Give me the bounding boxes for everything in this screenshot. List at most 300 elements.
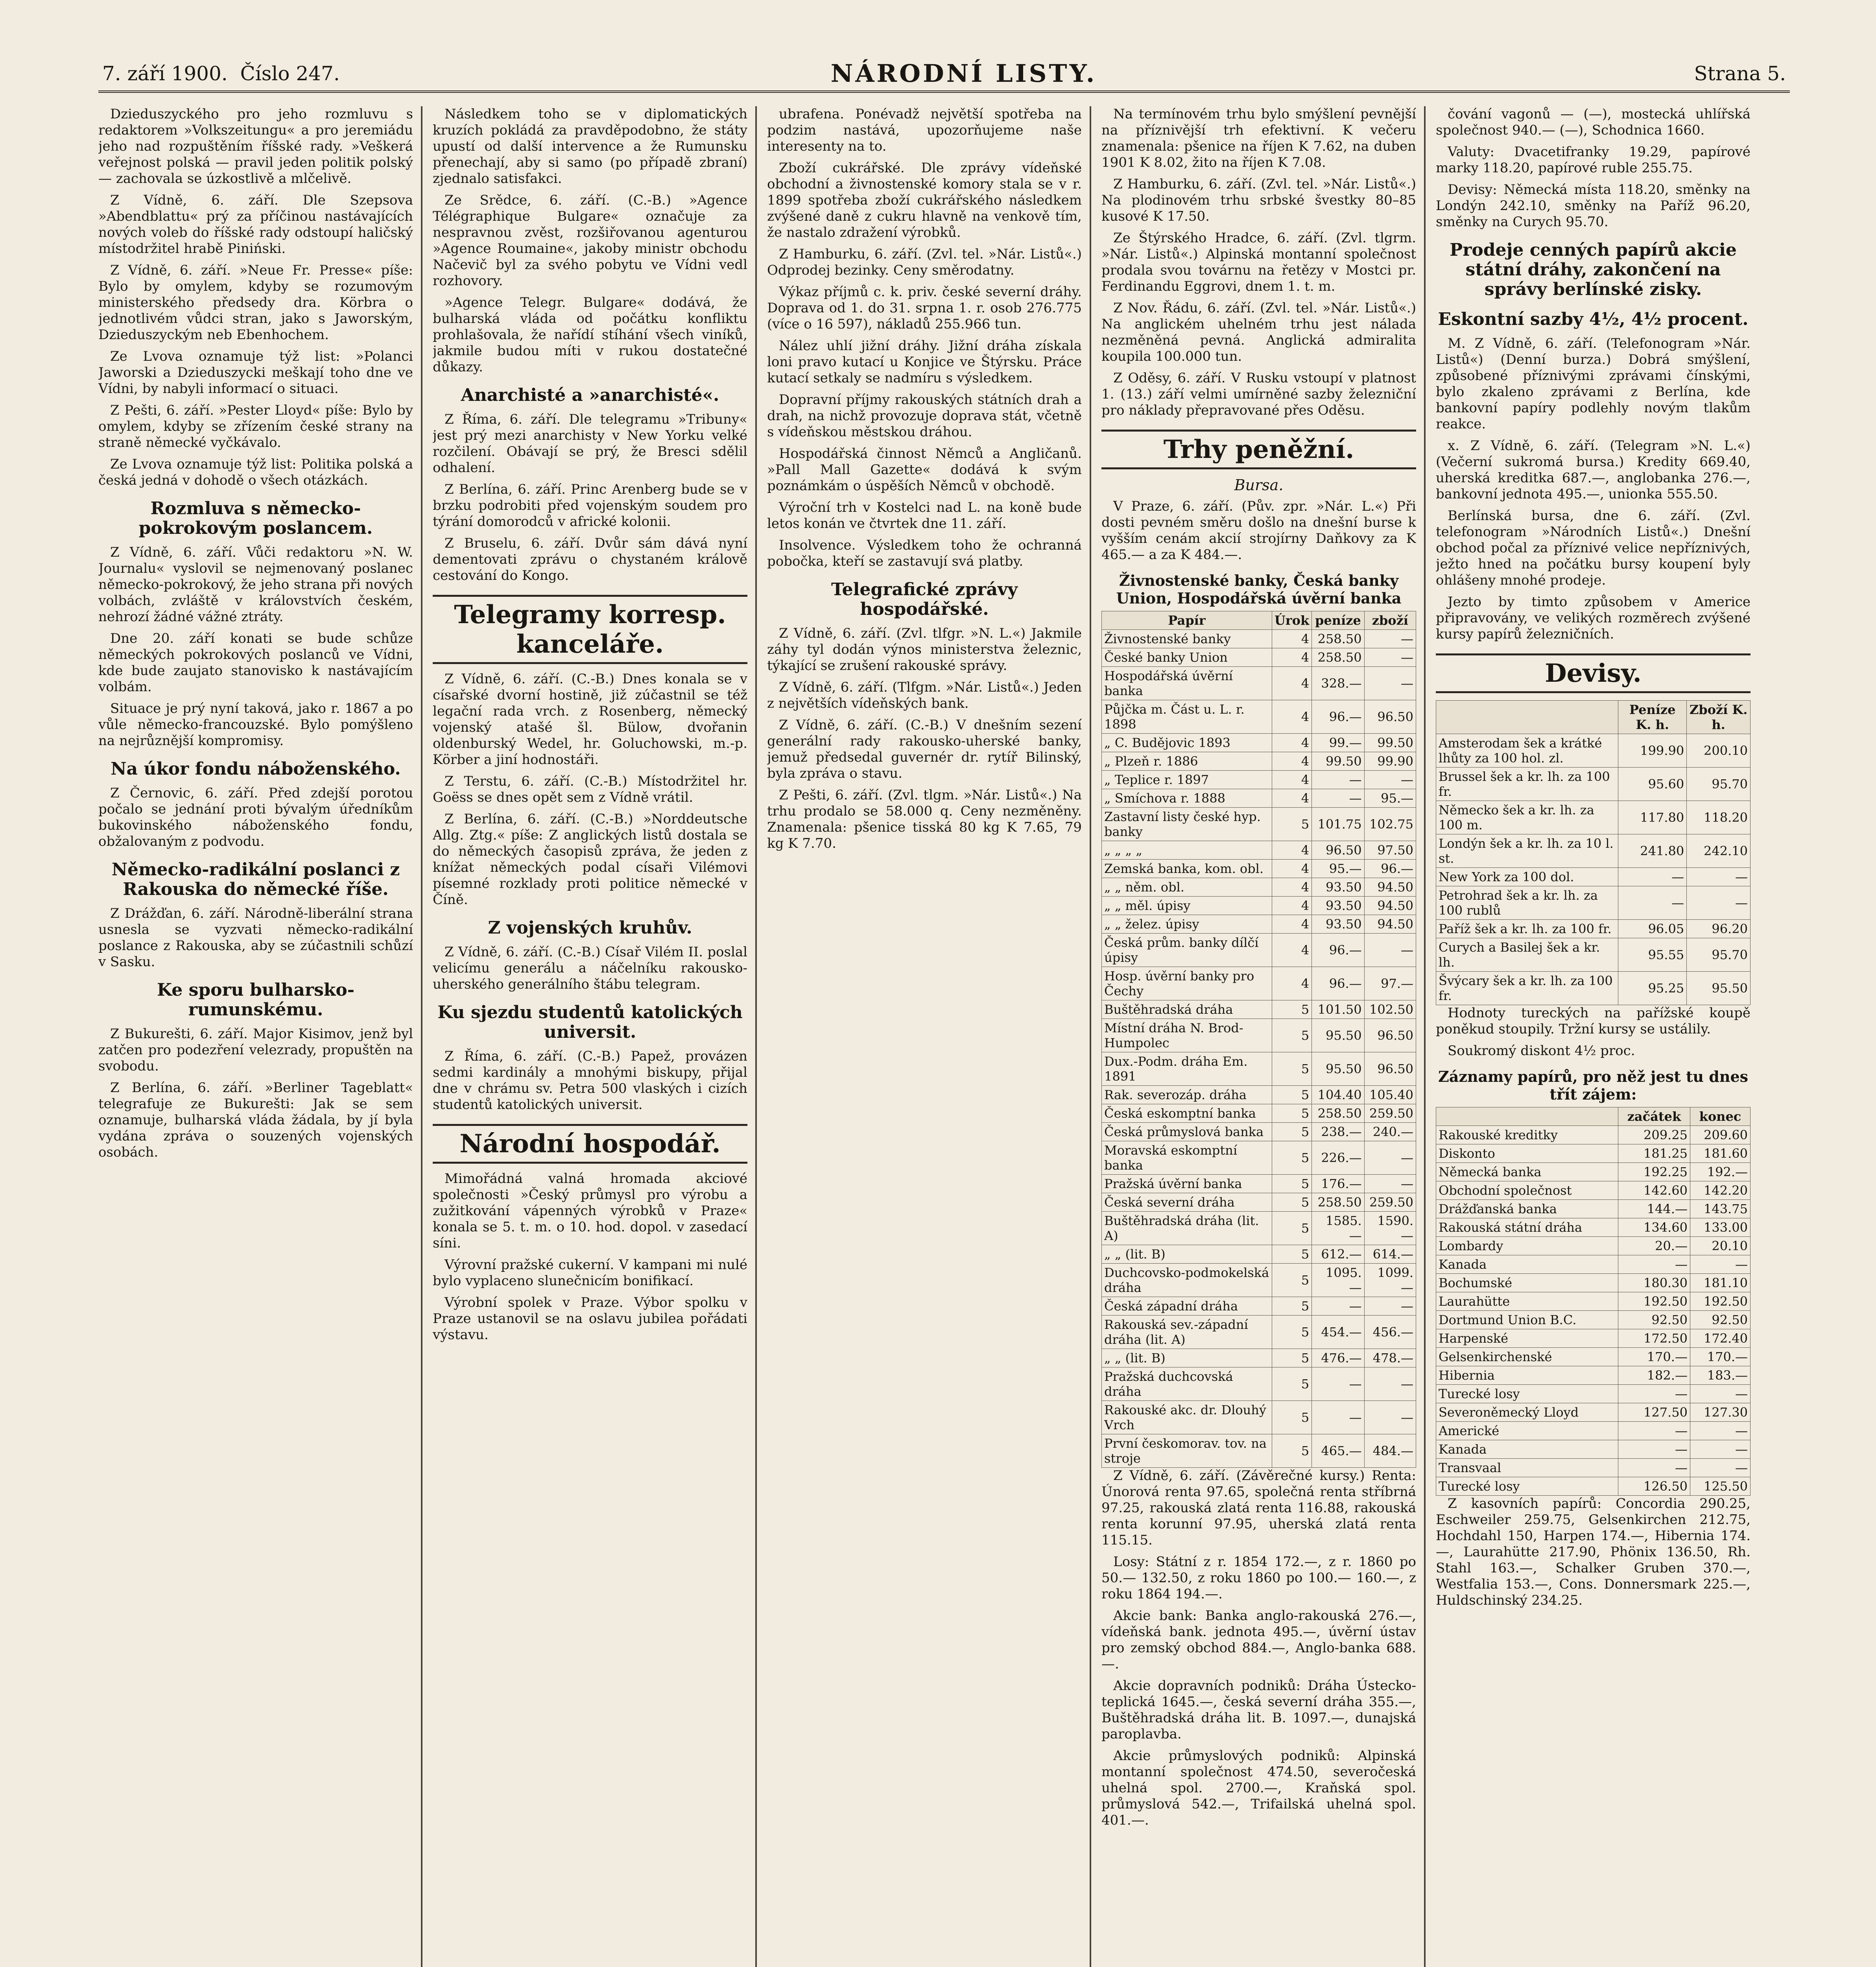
- table-cell: 240.—: [1364, 1123, 1416, 1141]
- table-header-cell: Papír: [1102, 611, 1272, 630]
- section-heading: Na úkor fondu náboženského.: [111, 759, 401, 779]
- column-4: [1101, 106, 1416, 1967]
- table-cell: 209.25: [1618, 1126, 1690, 1144]
- table-cell: 192.50: [1618, 1292, 1690, 1311]
- paragraph: Berlínská bursa, dne 6. září. (Zvl. telefonogram »Národních Listů«.) Dnešní obchod počal za příznivé velice nepříznivých, ježto hned na počátku bursy koupení byly ohlášeny mnohé prodeje.: [1436, 508, 1751, 588]
- table-row: [1436, 1292, 1751, 1311]
- table-cell: Hospodářská úvěrní banka: [1102, 667, 1272, 700]
- table-cell: 4: [1272, 771, 1312, 789]
- header-date: 7. září 1900. Číslo 247.: [102, 62, 340, 85]
- table-cell: 142.60: [1618, 1181, 1690, 1200]
- table-row: [1436, 1366, 1751, 1385]
- table-cell: 181.10: [1690, 1274, 1750, 1292]
- securities-table: [1101, 611, 1416, 1468]
- table-cell: 614.—: [1364, 1245, 1416, 1264]
- table-row: [1436, 1385, 1751, 1403]
- paragraph: čování vagonů — (—), mostecká uhlířská společnost 940.— (—), Schodnica 1660.: [1436, 106, 1751, 138]
- table-cell: 96.50: [1364, 1052, 1416, 1086]
- paragraph: Z Berlína, 6. září. Princ Arenberg bude se v brzku podrobiti před vojenským soudem pro týrání domorodců v africké kolonii.: [433, 482, 747, 530]
- table-cell: 5: [1272, 1104, 1312, 1123]
- table-cell: 93.50: [1312, 915, 1364, 934]
- table-cell: 4: [1272, 700, 1312, 734]
- table-cell: Rakouská státní dráha: [1436, 1218, 1618, 1237]
- table-cell: 118.20: [1687, 801, 1751, 834]
- section-heading-large: Devisy.: [1436, 653, 1751, 693]
- table-cell: Americké: [1436, 1422, 1618, 1440]
- table-row: [1102, 789, 1416, 808]
- table-row: [1102, 1104, 1416, 1123]
- table-cell: „ „ (lit. B): [1102, 1349, 1272, 1367]
- table-cell: Curych a Basilej šek a kr. lh.: [1436, 938, 1618, 972]
- table-cell: 99.50: [1364, 734, 1416, 752]
- section-heading: Rozmluva s německo-pokrokovým poslancem.: [138, 498, 373, 538]
- table-row: [1436, 834, 1751, 868]
- table-cell: Švýcary šek a kr. lh. za 100 fr.: [1436, 972, 1618, 1005]
- table-cell: 192.25: [1618, 1163, 1690, 1181]
- prices-table-body: [1436, 1126, 1751, 1496]
- paragraph: ubrafena. Ponévadž největší spotřeba na podzim nastává, upozorňujeme naše interesenty na to.: [767, 106, 1082, 154]
- table-cell: Místní dráha N. Brod-Humpolec: [1102, 1019, 1272, 1052]
- table-row: [1102, 915, 1416, 934]
- table-row: [1436, 972, 1751, 1005]
- table-cell: 4: [1272, 648, 1312, 667]
- table-row: [1102, 1367, 1416, 1401]
- paragraph: V Praze, 6. září. (Pův. zpr. »Nár. L.«) Při dosti pevném směru došlo na dnešní burse k vyšším cenám akcií strojírny Daňkovy za K 465.— a za K 484.—.: [1101, 498, 1416, 563]
- paragraph: Akcie dopravních podniků: Dráha Ústecko-teplická 1645.—, česká severní dráha 355.—, Buštěhradská dráha lit. B. 1097.—, dunajská paroplavba.: [1101, 1678, 1416, 1742]
- table-row: [1102, 1175, 1416, 1193]
- paragraph: Zboží cukrářské. Dle zprávy vídeňské obchodní a živnostenské komory stala se v r. 1899 spotřeba zboží cukrářského následkem zvýšené daně z cukru hlavně na venkově tím, že nastalo zdražení výrobků.: [767, 160, 1082, 240]
- table-cell: 95.50: [1687, 972, 1751, 1005]
- table-cell: 93.50: [1312, 897, 1364, 915]
- table-cell: 96.50: [1364, 1019, 1416, 1052]
- table-cell: 4: [1272, 915, 1312, 934]
- table-cell: —: [1364, 1297, 1416, 1316]
- table-cell: 170.—: [1690, 1348, 1750, 1366]
- paragraph: Insolvence. Výsledkem toho že ochranná pobočka, kteří se zastavují svá platby.: [767, 537, 1082, 569]
- table-cell: —: [1690, 1385, 1750, 1403]
- paragraph: Z Vídně, 6. září. Vůči redaktoru »N. W. Journalu« vyslovil se nejmenovaný poslanec německo-pokrokový, že jeho strana při nových volbách, zvláště v královstvích českém, nehrozí žádné vážné ztráty.: [98, 544, 413, 625]
- table-row: [1436, 1218, 1751, 1237]
- table-cell: 4: [1272, 860, 1312, 878]
- table-cell: —: [1618, 1255, 1690, 1274]
- table-cell: 176.—: [1312, 1175, 1364, 1193]
- table-cell: 181.60: [1690, 1144, 1750, 1163]
- paragraph: Dopravní příjmy rakouských státních drah a drah, na nichž provozuje doprava stát, včetně s vídeňskou městskou dráhou.: [767, 392, 1082, 440]
- section-heading: Anarchisté a »anarchisté«.: [461, 385, 719, 405]
- table-row: [1102, 1052, 1416, 1086]
- table-cell: —: [1312, 1401, 1364, 1434]
- paragraph: Mimořádná valná hromada akciové společnosti »Český průmysl pro výrobu a zužitkování vápenných výrobků v Praze« konala se 5. t. m. o 10. hod. dopol. v zasedací síni.: [433, 1171, 747, 1251]
- table-cell: Diskonto: [1436, 1144, 1618, 1163]
- paragraph: Akcie průmyslových podniků: Alpinská montanní společnost 474.50, severočeská uhelná spol. 2700.—, Kraňská spol. průmyslová 542.—, Trifailská uhelná spol. 401.—.: [1101, 1748, 1416, 1828]
- section-heading: Telegrafické zprávy hospodářské.: [831, 579, 1018, 619]
- table-cell: 127.30: [1690, 1403, 1750, 1422]
- paragraph: Výrobní spolek v Praze. Výbor spolku v Praze ustanovil se na oslavu jubilea pořádati výstavu.: [433, 1295, 747, 1343]
- table-cell: 96.—: [1312, 934, 1364, 967]
- table-header-row: [1102, 611, 1416, 630]
- table-cell: 20.10: [1690, 1237, 1750, 1255]
- table-cell: „ „ měl. úpisy: [1102, 897, 1272, 915]
- table-cell: „ „ (lit. B): [1102, 1245, 1272, 1264]
- section-heading: Z vojenských kruhův.: [488, 918, 692, 938]
- table-header-cell: konec: [1690, 1107, 1750, 1126]
- section-heading-large: Telegramy korresp. kanceláře.: [433, 595, 747, 664]
- table-cell: —: [1618, 1459, 1690, 1477]
- paragraph: Z Vídně, 6. září. (Tlfgm. »Nár. Listů«.) Jeden z největších vídeňských bank.: [767, 679, 1082, 711]
- paragraph: Z Bukurešti, 6. září. Major Kisimov, jenž byl zatčen pro podezření velezrady, propuštěn na svobodu.: [98, 1026, 413, 1074]
- paragraph: Z Berlína, 6. září. (C.-B.) »Norddeutsche Allg. Ztg.« píše: Z anglických listů dostala se do německých časopisů zpráva, že jeden z knížat německých podal císaři Vilémovi písemné rozklady proti politice německé v Číně.: [433, 811, 747, 908]
- table-cell: 5: [1272, 1141, 1312, 1175]
- section-heading: Eskontní sazby 4½, 4½ procent.: [1438, 309, 1749, 329]
- paragraph: Z Terstu, 6. září. (C.-B.) Místodržitel hr. Goëss se dnes opět sem z Vídně vrátil.: [433, 773, 747, 805]
- table-cell: 20.—: [1618, 1237, 1690, 1255]
- table-cell: 96.05: [1618, 920, 1687, 938]
- table-cell: 92.50: [1618, 1311, 1690, 1329]
- table-cell: 142.20: [1690, 1181, 1750, 1200]
- table-cell: Živnostenské banky: [1102, 630, 1272, 648]
- table-cell: Zemská banka, kom. obl.: [1102, 860, 1272, 878]
- paragraph: Dne 20. září konati se bude schůze německých pokrokových poslanců ve Vídni, kde bude zaujato stanovisko k nastávajícím volbám.: [98, 631, 413, 695]
- table-cell: Londýn šek a kr. lh. za 10 l. st.: [1436, 834, 1618, 868]
- table-row: [1102, 1349, 1416, 1367]
- table-cell: Česká eskomptní banka: [1102, 1104, 1272, 1123]
- table-cell: 96.20: [1687, 920, 1751, 938]
- table-row: [1436, 734, 1751, 768]
- table-cell: 258.50: [1312, 648, 1364, 667]
- table-cell: 94.50: [1364, 897, 1416, 915]
- table-cell: Rakouská sev.-západní dráha (lit. A): [1102, 1316, 1272, 1349]
- table-row: [1436, 886, 1751, 920]
- table-row: [1436, 1255, 1751, 1274]
- table-cell: Amsterodam šek a krátké lhůty za 100 hol. zl.: [1436, 734, 1618, 768]
- table-row: [1102, 1019, 1416, 1052]
- table-row: [1436, 868, 1751, 886]
- securities-table-body: [1102, 630, 1416, 1468]
- table-cell: 96.50: [1364, 700, 1416, 734]
- paragraph: Akcie bank: Banka anglo-rakouská 276.—, vídeňská bank. jednota 495.—, úvěrní ústav pro zemský obchod 884.—, Anglo-banka 688.—.: [1101, 1608, 1416, 1672]
- table-cell: „ C. Budějovic 1893: [1102, 734, 1272, 752]
- table-cell: Rakouské akc. dr. Dlouhý Vrch: [1102, 1401, 1272, 1434]
- table-row: [1102, 808, 1416, 841]
- table-cell: 95.70: [1687, 768, 1751, 801]
- paragraph: Z Hamburku, 6. září. (Zvl. tel. »Nár. Listů«.) Na plodinovém trhu srbské švestky 80–85 kusové K 17.50.: [1101, 176, 1416, 224]
- table-cell: 1095.—: [1312, 1264, 1364, 1297]
- table-cell: 5: [1272, 808, 1312, 841]
- column-rule: [755, 106, 757, 1967]
- paragraph: Hospodářská činnost Němců a Angličanů. »Pall Mall Gazette« dodává k svým poznámkám o úspěších Němců v obchodě.: [767, 446, 1082, 494]
- paragraph: Z Nov. Řádu, 6. září. (Zvl. tel. »Nár. Listů«.) Na anglickém uhelném trhu jest nálada nezměněná pevná. Anglická admiralita koupila 100.000 tun.: [1101, 300, 1416, 364]
- table-cell: 96.—: [1312, 967, 1364, 1000]
- table-header-cell: začátek: [1618, 1107, 1690, 1126]
- table-cell: —: [1364, 1175, 1416, 1193]
- table-cell: 172.50: [1618, 1329, 1690, 1348]
- table-cell: Obchodní společnost: [1436, 1181, 1618, 1200]
- paragraph: Z Vídně, 6. září. (Zvl. tlfgr. »N. L.«) Jakmile záhy tyl dodán výnos ministerstva železnic, týkající se zrušení rakouské správy.: [767, 626, 1082, 674]
- table-cell: 95.55: [1618, 938, 1687, 972]
- table-cell: Německá banka: [1436, 1163, 1618, 1181]
- table-row: [1102, 1123, 1416, 1141]
- table-cell: Laurahütte: [1436, 1292, 1618, 1311]
- table-cell: 4: [1272, 667, 1312, 700]
- paragraph: Soukromý diskont 4½ proc.: [1448, 1043, 1635, 1059]
- table-cell: 104.40: [1312, 1086, 1364, 1104]
- paragraph: Ze Lvova oznamuje týž list: Politika polská a česká jedná v dohodě o všech otázkách.: [98, 456, 413, 488]
- table-cell: —: [1312, 1297, 1364, 1316]
- table-cell: 226.—: [1312, 1141, 1364, 1175]
- table-header-cell: zboží: [1364, 611, 1416, 630]
- table-cell: Pražská duchcovská dráha: [1102, 1367, 1272, 1401]
- table-cell: 172.40: [1690, 1329, 1750, 1348]
- subheading: Bursa.: [1234, 476, 1284, 494]
- table-cell: 5: [1272, 1264, 1312, 1297]
- table-cell: Petrohrad šek a kr. lh. za 100 rublů: [1436, 886, 1618, 920]
- newspaper-title: NÁRODNÍ LISTY.: [830, 59, 1097, 88]
- table-cell: 95.—: [1364, 789, 1416, 808]
- paragraph: Ze Srědce, 6. září. (C.-B.) »Agence Télégraphique Bulgare« označuje za nespravnou zvěst, rozšiřovanou agenturou »Agence Roumaine«, jakoby ministr obchodu Načevič byl za svého pobytu ve Vídni vedl rozhovory.: [433, 192, 747, 289]
- table-cell: —: [1364, 1367, 1416, 1401]
- table-cell: 5: [1272, 1052, 1312, 1086]
- column-rule: [1090, 106, 1091, 1967]
- table-cell: 97.50: [1364, 841, 1416, 860]
- section-heading: Ke sporu bulharsko-rumunskému.: [157, 980, 354, 1020]
- table-cell: 328.—: [1312, 667, 1364, 700]
- table-cell: Bochumské: [1436, 1274, 1618, 1292]
- table-cell: 182.—: [1618, 1366, 1690, 1385]
- table-cell: 4: [1272, 878, 1312, 897]
- table-cell: 5: [1272, 1000, 1312, 1019]
- column-3: [767, 106, 1082, 1967]
- table-header-cell: [1436, 701, 1618, 734]
- table-row: [1102, 1193, 1416, 1212]
- paragraph: Ze Lvova oznamuje týž list: »Polanci Jaworski a Dzieduszycki meškají toho dne ve Vídni, by nabyli informací o situaci.: [98, 349, 413, 397]
- table-cell: —: [1364, 667, 1416, 700]
- table-cell: 99.—: [1312, 734, 1364, 752]
- prices-table: [1436, 1107, 1751, 1496]
- paragraph: Z Vídně, 6. září. (Závěrečné kursy.) Renta: Únorová renta 97.65, společná renta stříbrná 97.25, rakouská zlatá renta 116.88, rakouská renta korunní 97.95, uherská zlatá renta 115.15.: [1101, 1468, 1416, 1548]
- table-row: [1436, 1163, 1751, 1181]
- table-cell: 242.10: [1687, 834, 1751, 868]
- table-cell: —: [1618, 886, 1687, 920]
- table-cell: Česká západní dráha: [1102, 1297, 1272, 1316]
- table-row: [1436, 938, 1751, 972]
- table-row: [1102, 734, 1416, 752]
- table-cell: České banky Union: [1102, 648, 1272, 667]
- devisy-table: [1436, 700, 1751, 1005]
- table-cell: 95.25: [1618, 972, 1687, 1005]
- table-cell: 181.25: [1618, 1144, 1690, 1163]
- paragraph: x. Z Vídně, 6. září. (Telegram »N. L.«) (Večerní sukromá bursa.) Kredity 669.40, uherská kreditka 687.—, anglobanka 276.—, bankovní jednota 495.—, unionka 555.50.: [1436, 438, 1751, 502]
- table-cell: Česká prům. banky dílčí úpisy: [1102, 934, 1272, 967]
- table-cell: Hosp. úvěrní banky pro Čechy: [1102, 967, 1272, 1000]
- table-row: [1436, 1403, 1751, 1422]
- table-row: [1436, 1311, 1751, 1329]
- table-row: [1102, 1212, 1416, 1245]
- table-cell: —: [1690, 1255, 1750, 1274]
- table-cell: 99.90: [1364, 752, 1416, 771]
- table-cell: „ „ „ „: [1102, 841, 1272, 860]
- paragraph: Hodnoty tureckých na pařížské koupě poněkud stoupily. Tržní kursy se ustálily.: [1436, 1005, 1751, 1037]
- table-cell: 258.50: [1312, 1104, 1364, 1123]
- table-cell: —: [1312, 1367, 1364, 1401]
- paragraph: Z Oděsy, 6. září. V Rusku vstoupí v platnost 1. (13.) září velmi umírněné sazby železniční pro náklady přepravované přes Oděsu.: [1101, 370, 1416, 418]
- table-cell: 143.75: [1690, 1200, 1750, 1218]
- table-cell: 5: [1272, 1434, 1312, 1468]
- table-row: [1102, 1316, 1416, 1349]
- table-cell: „ Plzeň r. 1886: [1102, 752, 1272, 771]
- paragraph: Následkem toho se v diplomatických kruzích pokládá za pravděpodobno, že státy upustí od další intervence a že Rumunsku přenechají, aby si samo (po případě zbraní) zjednalo satisfakci.: [433, 106, 747, 186]
- table-cell: 95.70: [1687, 938, 1751, 972]
- table-cell: 94.50: [1364, 878, 1416, 897]
- table-row: [1102, 1141, 1416, 1175]
- table-cell: 238.—: [1312, 1123, 1364, 1141]
- table-cell: 95.50: [1312, 1052, 1364, 1086]
- table-cell: Brussel šek a kr. lh. za 100 fr.: [1436, 768, 1618, 801]
- paragraph: Z kasovních papírů: Concordia 290.25, Eschweiler 259.75, Gelsenkirchen 212.75, Hochdahl 150, Harpen 174.—, Hibernia 174.—, Laurahütte 217.90, Phönix 136.50, Rh. Stahl 163.—, Schalker Gruben 370.—, Westfalia 153.—, Cons. Donnersmark 225.—, Huldschinský 234.25.: [1436, 1496, 1751, 1608]
- table-cell: 134.60: [1618, 1218, 1690, 1237]
- table-cell: Dortmund Union B.C.: [1436, 1311, 1618, 1329]
- table-cell: „ „ něm. obl.: [1102, 878, 1272, 897]
- table-row: [1436, 1200, 1751, 1218]
- table-cell: —: [1618, 1385, 1690, 1403]
- table-cell: Paříž šek a kr. lh. za 100 fr.: [1436, 920, 1618, 938]
- table-cell: 102.75: [1364, 808, 1416, 841]
- table-row: [1102, 648, 1416, 667]
- paragraph: Výrovní pražské cukerní. V kampani mi nulé bylo vyplaceno slunečnicím bonifikací.: [433, 1257, 747, 1289]
- table-cell: 192.50: [1690, 1292, 1750, 1311]
- table-cell: 258.50: [1312, 630, 1364, 648]
- table-cell: Buštěhradská dráha (lit. A): [1102, 1212, 1272, 1245]
- table-row: [1102, 934, 1416, 967]
- table-row: [1436, 920, 1751, 938]
- table-row: [1436, 1440, 1751, 1459]
- table-cell: —: [1312, 789, 1364, 808]
- column-rule: [1424, 106, 1426, 1967]
- table-cell: 1585.—: [1312, 1212, 1364, 1245]
- table-row: [1102, 841, 1416, 860]
- table-cell: 5: [1272, 1401, 1312, 1434]
- section-heading: Německo-radikální poslanci z Rakouska do německé říše.: [111, 860, 400, 899]
- table-cell: 5: [1272, 1019, 1312, 1052]
- paragraph: Z Hamburku, 6. září. (Zvl. tel. »Nár. Listů«.) Odprodej bezinky. Ceny směrodatny.: [767, 246, 1082, 278]
- paragraph: Z Říma, 6. září. Dle telegramu »Tribuny« jest prý mezi anarchisty v New Yorku velké rozčilení. Obávají se prý, že Bresci sdělil odhalení.: [433, 411, 747, 476]
- table-row: [1436, 1274, 1751, 1292]
- table-cell: 476.—: [1312, 1349, 1364, 1367]
- table-cell: 4: [1272, 789, 1312, 808]
- table-header-cell: Zboží K. h.: [1687, 701, 1751, 734]
- table-cell: 101.75: [1312, 808, 1364, 841]
- paragraph: Z Vídně, 6. září. »Neue Fr. Presse« píše: Bylo by omylem, kdyby se rozumovým ministerského předsedy dra. Körbra o jednotlivém vůdci stran, jako s Jaworským, Dzieduszyckým neb Ebenhochem.: [98, 262, 413, 343]
- table-cell: —: [1364, 934, 1416, 967]
- table-cell: Česká průmyslová banka: [1102, 1123, 1272, 1141]
- table-cell: Rak. severozáp. dráha: [1102, 1086, 1272, 1104]
- paragraph: Situace je prý nyní taková, jako r. 1867 a po vůle německo-francouzské. Bylo pomýšleno na nejrůznější kompromisy.: [98, 701, 413, 749]
- table-cell: —: [1364, 1401, 1416, 1434]
- table-cell: 5: [1272, 1086, 1312, 1104]
- table-row: [1102, 1245, 1416, 1264]
- table-cell: „ Teplice r. 1897: [1102, 771, 1272, 789]
- table-cell: Německo šek a kr. lh. za 100 m.: [1436, 801, 1618, 834]
- table-cell: 5: [1272, 1349, 1312, 1367]
- table-row: [1102, 860, 1416, 878]
- page-number: Strana 5.: [1694, 62, 1786, 85]
- table-cell: 95.—: [1312, 860, 1364, 878]
- table-cell: 4: [1272, 752, 1312, 771]
- section-heading-large: Národní hospodář.: [433, 1124, 747, 1164]
- table-row: [1102, 1264, 1416, 1297]
- table-cell: Drážďanská banka: [1436, 1200, 1618, 1218]
- table-row: [1102, 1000, 1416, 1019]
- table-row: [1102, 897, 1416, 915]
- table-cell: 4: [1272, 934, 1312, 967]
- table-row: [1436, 1126, 1751, 1144]
- paragraph: Výroční trh v Kostelci nad L. na koně bude letos konán ve čtvrtek dne 11. září.: [767, 500, 1082, 531]
- table-row: [1436, 801, 1751, 834]
- table-cell: 126.50: [1618, 1477, 1690, 1496]
- table-cell: Půjčka m. Část u. L. r. 1898: [1102, 700, 1272, 734]
- table-cell: 4: [1272, 967, 1312, 1000]
- table-cell: 5: [1272, 1245, 1312, 1264]
- table-row: [1102, 752, 1416, 771]
- table-cell: 4: [1272, 897, 1312, 915]
- table-cell: —: [1690, 1422, 1750, 1440]
- table-row: [1102, 700, 1416, 734]
- table-row: [1102, 630, 1416, 648]
- column-5: [1436, 106, 1751, 1967]
- column-1: [98, 106, 413, 1967]
- table-cell: Severoněmecký Lloyd: [1436, 1403, 1618, 1422]
- table-cell: 1590.—: [1364, 1212, 1416, 1245]
- table-cell: 484.—: [1364, 1434, 1416, 1468]
- table-cell: Harpenské: [1436, 1329, 1618, 1348]
- table-cell: 102.50: [1364, 1000, 1416, 1019]
- paragraph: M. Z Vídně, 6. září. (Telefonogram »Nár. Listů«) (Denní burza.) Dobrá smýšlení, způsobené příznivými zprávami čínskými, bylo zkaleno zprávami z Berlína, kde bankovní papíry podlehly novým tlakům reakce.: [1436, 336, 1751, 432]
- table-header-row: [1436, 701, 1751, 734]
- table-cell: Lombardy: [1436, 1237, 1618, 1255]
- table-cell: 454.—: [1312, 1316, 1364, 1349]
- table-cell: Duchcovsko-podmokelská dráha: [1102, 1264, 1272, 1297]
- paragraph: Z Pešti, 6. září. (Zvl. tlgm. »Nár. Listů«.) Na trhu prodalo se 58.000 q. Ceny nezměněny. Znamenala: pšenice tisská 80 kg K 7.65, 79 kg K 7.70.: [767, 787, 1082, 851]
- table-cell: Turecké losy: [1436, 1477, 1618, 1496]
- table-cell: 200.10: [1687, 734, 1751, 768]
- table-cell: 105.40: [1364, 1086, 1416, 1104]
- table-cell: Transvaal: [1436, 1459, 1618, 1477]
- table-cell: Dux.-Podm. dráha Em. 1891: [1102, 1052, 1272, 1086]
- table-cell: 465.—: [1312, 1434, 1364, 1468]
- table-title: Živnostenské banky, Česká banky Union, Hospodářská úvěrní banka: [1116, 572, 1402, 607]
- table-cell: 209.60: [1690, 1126, 1750, 1144]
- paragraph: Z Pešti, 6. září. »Pester Lloyd« píše: Bylo by omylem, kdyby se zřízením české strany na straně německé vyčkávalo.: [98, 402, 413, 450]
- paragraph: Valuty: Dvacetifranky 19.29, papírové marky 118.20, papírové ruble 255.75.: [1436, 144, 1751, 176]
- table-header-cell: Peníze K. h.: [1618, 701, 1687, 734]
- table-row: [1102, 1434, 1416, 1468]
- table-cell: —: [1312, 771, 1364, 789]
- column-rule: [421, 106, 422, 1967]
- table-cell: 5: [1272, 1297, 1312, 1316]
- table-cell: Turecké losy: [1436, 1385, 1618, 1403]
- table-header-cell: peníze: [1312, 611, 1364, 630]
- table-cell: 5: [1272, 1175, 1312, 1193]
- table-cell: 96.—: [1364, 860, 1416, 878]
- paragraph: Dzieduszyckého pro jeho rozmluvu s redaktorem »Volkszeitungu« a pro jeremiádu jeho nad rozpuštěním říšské rady. »Veškerá veřejnost polská — pravil jeden politik polský — zachovala se úzkostlivě a mlčelivě.: [98, 106, 413, 186]
- table-cell: 4: [1272, 841, 1312, 860]
- table-cell: Hibernia: [1436, 1366, 1618, 1385]
- table-cell: 117.80: [1618, 801, 1687, 834]
- table-row: [1102, 878, 1416, 897]
- paragraph: Z Berlína, 6. září. »Berliner Tageblatt« telegrafuje ze Bukurešti: Jak se sem oznamuje, bulharská vláda žádala, by jí byla vydána zpráva o souzených vojenských osobách.: [98, 1080, 413, 1160]
- table-cell: —: [1690, 1459, 1750, 1477]
- table-header-row: [1436, 1107, 1751, 1126]
- table-title: Záznamy papírů, pro něž jest tu dnes třít zájem:: [1438, 1068, 1749, 1103]
